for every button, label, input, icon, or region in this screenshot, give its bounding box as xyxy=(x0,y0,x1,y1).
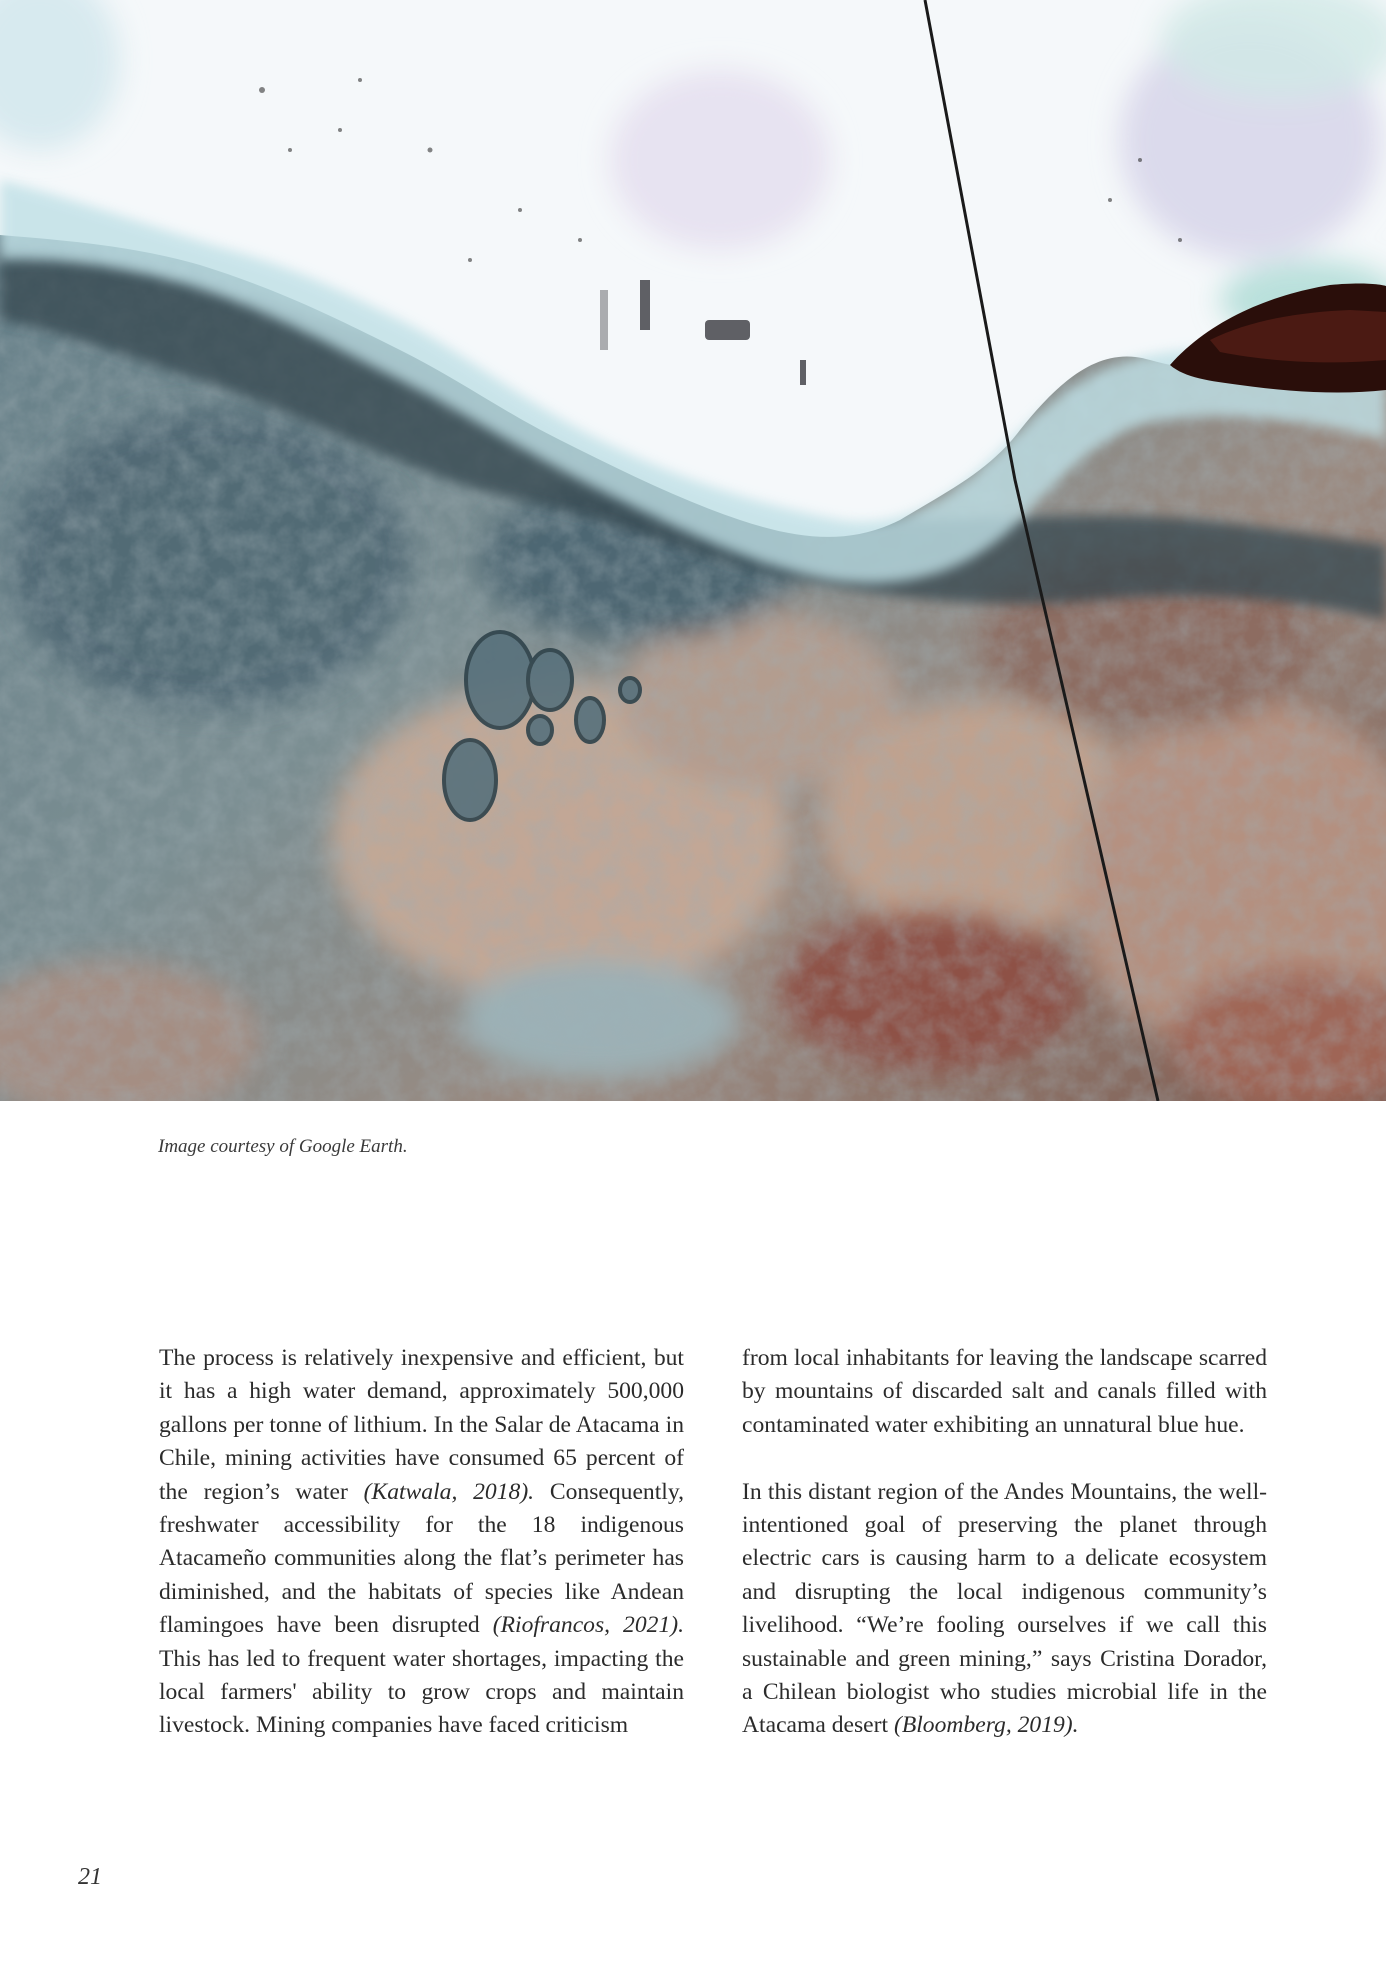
body-text: In this distant region of the Andes Mountains, the well-intentioned goal of preserving the planet through electric cars is causing harm to a delicate ecosystem and disrupting the local indigenous community’s livelihood. “We’re fooling ourselves if we call this sustainable and green mining,” says Cristina Dorador, a Chilean biologist who studies microbial life in the Atacama desert xyxy=(742,1478,1267,1739)
body-paragraph xyxy=(159,1342,684,1743)
body-text: Consequently, freshwater accessibility for the 18 indigenous Atacameño communities along the flat’s perimeter has diminished, and the habitats of species like Andean flamingoes have been disrupted xyxy=(159,1478,684,1639)
article-column-left xyxy=(159,1342,684,1743)
body-paragraph: from local inhabitants for leaving the landscape scarred by mountains of discarded salt and canals filled with contaminated water exhibiting an unnatural blue hue. xyxy=(742,1345,1267,1438)
page-number: 21 xyxy=(78,1864,102,1890)
article-column-right xyxy=(742,1342,1267,1743)
citation: (Bloomberg, 2019). xyxy=(893,1712,1079,1739)
body-text: This has led to frequent water shortages, impacting the local farmers' ability to grow crops and maintain livestock. Mining companies have faced criticism xyxy=(159,1645,684,1739)
body-text: The process is relatively inexpensive and efficient, but it has a high water demand, approximately 500,000 gallons per tonne of lithium. In the Salar de Atacama in Chile, mining activities have consumed 65 percent of the region’s water xyxy=(159,1345,684,1505)
citation: (Riofrancos, 2021). xyxy=(492,1612,684,1639)
image-caption: Image courtesy of Google Earth. xyxy=(158,1136,408,1157)
body-paragraph xyxy=(742,1476,1267,1743)
citation: (Katwala, 2018). xyxy=(363,1478,535,1505)
